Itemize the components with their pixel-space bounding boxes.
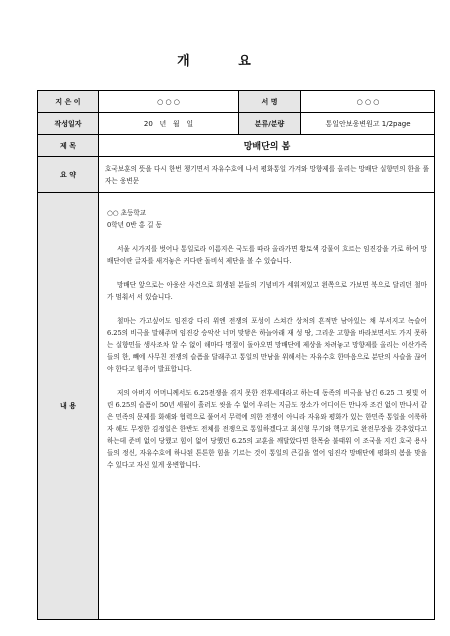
- name-value: ○ ○ ○: [300, 91, 435, 112]
- category-label: 분류/분량: [238, 113, 300, 134]
- date-row: [38, 113, 434, 135]
- author-row: [38, 91, 434, 113]
- content-paragraph: 저의 아버지 어머니께서도 6.25전쟁을 겪지 못한 전후세대라고 하는데 동족의 비극을 남긴 6.25 그 핏빛 어린 6.25의 슬픔이 50년 세월이 흘러도 씻을 수 없어 우리는 지금도 장소가 어디이든 만나자 조건 없이 만나서 같은 민족의 문제를 화해와 협력으로 풀어서 무력에 의한 전쟁이 아니라 자유와 평화가 있는 한민족 통일을 이룩하자 해도 무정한 김정일은 한반도 전체를 전쟁으로 통일하겠다고 최신형 무기와 핵무기로 완전무장을 갖추었다고 하는데 준비 없이 당했고 힘이 없어 당했던 6.25의 교훈을 깨달았다면 한목숨 불태워 이 조국을 지킨 호국 용사들의 정신, 자유수호에 하나된 튼튼한 힘을 기르는 것이 통일의 큰길을 열어 임진각 망배단에 평화의 봄을 맞을 수 있다고 자신 있게 웅변합니다.: [107, 389, 427, 469]
- content-paragraph: 망배단 앞으로는 아웅산 사건으로 희생된 분들의 기념비가 세워져있고 왼쪽으로 가보면 북으로 달리던 철마가 멈춰서 서 있습니다.: [107, 281, 427, 301]
- summary-text: 호국보훈의 뜻을 다시 한번 챙기면서 자유수호에 나서 평화통일 가겨와 망향제를 올리는 망배단 실향민의 한을 풀자는 웅변문: [105, 164, 429, 185]
- content-paragraph: 철마는 가고싶어도 임진강 다리 위엔 전쟁의 포성이 스쳐간 상처의 흔적만 남아있는 채 부서지고 녹슬어 6.25의 비극을 말해주며 임진강 승악산 너머 맞닿은 하늘아래 재 성 땅, 그리운 고향을 바라보면서도 가지 못하는 실향민들 생사조차 알 수 없이 해마다 명절이 돌아오면 망배단에 제상을 차려놓고 망향제를 올리는 이산가족들의 한, 빼에 사무친 전쟁의 슬픔을 달래주고 통일의 만남을 위해서는 자유수호 한마음으로 분단의 사슬을 끊어야 한다고 힘주어 발표합니다.: [107, 317, 427, 373]
- content-paragraph: 서울 시가지를 벗어나 통일로라 이름지은 국도를 따라 올라가면 황토색 강물이 흐르는 임진강을 가로 하여 망배단이란 글자를 새겨놓은 커다란 돌비석 제단을 볼 수 있습니다.: [107, 245, 427, 265]
- summary-row: [38, 157, 434, 193]
- subject-value: 망배단의 봄: [98, 135, 435, 156]
- student-line: 0학년 0반 홍 길 동: [107, 221, 162, 229]
- subject-label: 제 목: [38, 135, 98, 156]
- content-row: [38, 193, 434, 619]
- content-body: [107, 207, 427, 483]
- date-value: 20 년 월 일: [98, 113, 238, 134]
- date-label: 작성일자: [38, 113, 98, 134]
- category-value: 통일안보웅변원고 1/2page: [300, 113, 435, 134]
- content-cell: [98, 193, 435, 619]
- name-label: 서 명: [238, 91, 300, 112]
- subject-row: [38, 135, 434, 157]
- author-label: 지 은 이: [38, 91, 98, 112]
- overview-form: [37, 90, 435, 620]
- document-title: 개 요: [177, 54, 273, 69]
- summary-label: 요 약: [38, 157, 98, 192]
- school-line: ○○ 초등학교: [107, 209, 147, 217]
- content-label: 내 용: [38, 193, 98, 619]
- summary-cell: [98, 157, 435, 192]
- author-value: ○ ○ ○: [98, 91, 238, 112]
